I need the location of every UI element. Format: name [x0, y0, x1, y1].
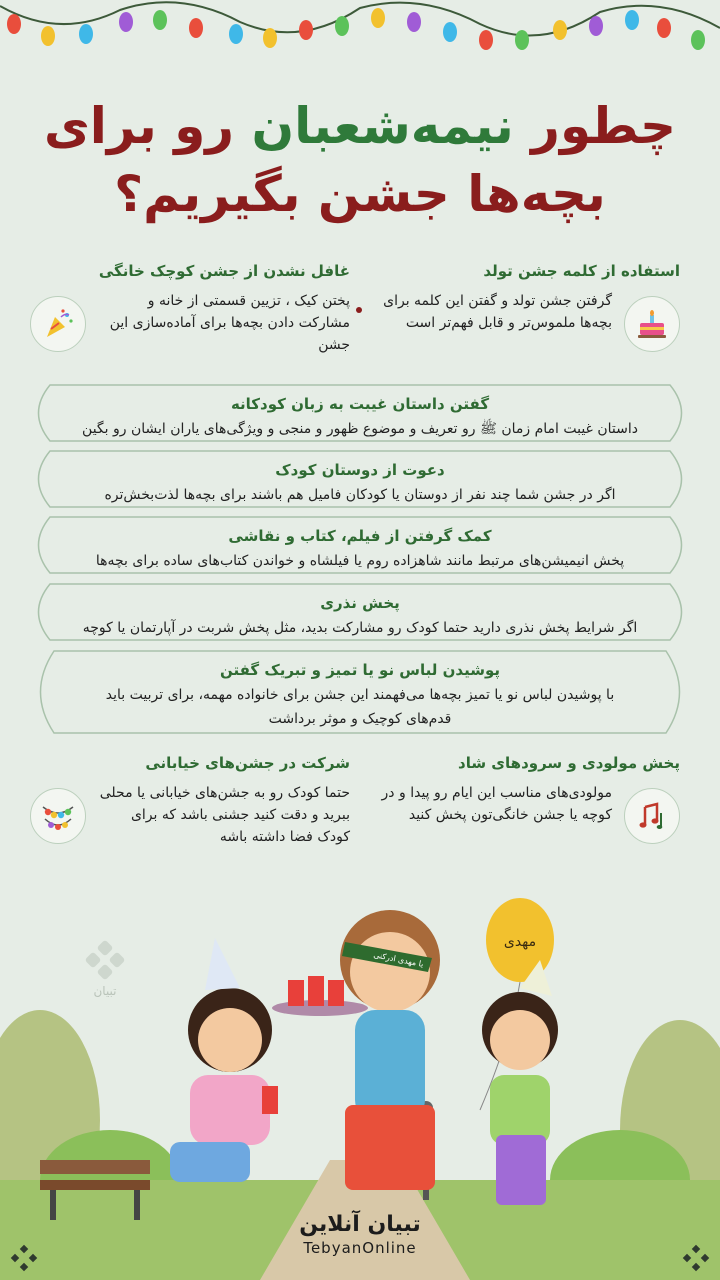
- tip-heading: غافل نشدن از جشن کوچک خانگی: [98, 262, 350, 280]
- bullet-dot: [356, 307, 362, 313]
- string-lights-decoration: [0, 0, 720, 80]
- tebyan-logo: [280, 1212, 440, 1258]
- tip-box-media: [26, 516, 694, 574]
- tip-birthday: [360, 262, 680, 352]
- tip-home-party: [30, 262, 350, 356]
- tip-heading: استفاده از کلمه جشن تولد: [483, 262, 680, 280]
- box-heading: پوشیدن لباس نو یا تمیز و تبریک گفتن: [219, 661, 500, 679]
- box-text: داستان غیبت امام زمان ﷺ رو تعریف و موضوع ظهور و منجی و ویژگی‌های یاران ایشان رو بگین: [82, 421, 638, 437]
- tip-text: پختن کیک ، تزیین قسمتی از خانه و مشارکت دادن بچه‌ها برای آماده‌سازی این جشن: [109, 293, 350, 353]
- logo-english: TebyanOnline: [303, 1239, 417, 1257]
- box-text: پخش انیمیشن‌های مرتبط مانند شاهزاده روم یا فیلشاه و خواندن کتاب‌های ساده برای بچه‌ها: [95, 553, 625, 569]
- tip-heading: پخش مولودی و سرودهای شاد: [458, 754, 680, 772]
- watermark-text: تبیان: [93, 984, 117, 998]
- tip-heading: شرکت در جشن‌های خیابانی: [145, 754, 350, 772]
- page-title: [40, 92, 680, 228]
- box-heading: دعوت از دوستان کودک: [275, 461, 445, 479]
- corner-ornament-icon: [10, 1244, 38, 1272]
- box-text: اگر در جشن شما چند نفر از دوستان یا کودکان فامیل هم باشند برای بچه‌ها لذت‌بخش‌تره: [104, 487, 616, 503]
- title-part-1: چطور: [513, 97, 677, 155]
- box-text: با پوشیدن لباس نو یا تمیز بچه‌ها می‌فهمند این جشن برای خانواده مهمه، برای تربیت باید: [105, 687, 615, 703]
- title-line-2: بچه‌ها جشن بگیریم؟: [114, 165, 606, 223]
- tip-box-story: [26, 384, 694, 442]
- music-notes-icon: [624, 788, 680, 844]
- title-part-2: نیمه‌شعبان: [251, 97, 514, 155]
- box-heading: کمک گرفتن از فیلم، کتاب و نقاشی: [228, 527, 492, 545]
- tebyan-watermark-icon: [85, 940, 125, 980]
- tip-street-celebration: [30, 754, 350, 848]
- tip-text: حتما کودک رو به جشن‌های خیابانی یا محلی ببرید و دقت کنید جشنی باشد که برای کودک فضا داشته باشه: [99, 785, 350, 845]
- headband-text: یا مهدی ادرکنی: [372, 950, 425, 969]
- tip-text: گرفتن جشن تولد و گفتن این کلمه برای بچه‌ها ملموس‌تر و قابل فهم‌تر است: [383, 293, 612, 331]
- string-lights-icon: [30, 788, 86, 844]
- tip-box-clothes: [26, 650, 694, 734]
- balloon-text: مهدی: [503, 934, 537, 950]
- watermark: [80, 940, 130, 998]
- box-heading: گفتن داستان غیبت به زبان کودکانه: [230, 395, 490, 413]
- corner-ornament-icon: [682, 1244, 710, 1272]
- tip-songs: [360, 754, 680, 844]
- box-text-2: قدم‌های کوچیک و موثر برداشت: [268, 711, 452, 727]
- title-part-3: رو برای: [43, 97, 252, 155]
- box-text: اگر شرایط پخش نذری دارید حتما کودک رو مشارکت بدید، مثل پخش شربت در آپارتمان یا کوچه: [82, 620, 638, 636]
- tip-box-nazri: [26, 583, 694, 641]
- birthday-cake-icon: [624, 296, 680, 352]
- party-popper-icon: [30, 296, 86, 352]
- box-heading: پخش نذری: [320, 594, 400, 612]
- tip-box-friends: [26, 450, 694, 508]
- tip-text: مولودی‌های مناسب این ایام رو پیدا و در کوچه یا جشن خانگی‌تون پخش کنید: [381, 785, 612, 823]
- logo-persian: تبیان آنلاین: [299, 1212, 421, 1237]
